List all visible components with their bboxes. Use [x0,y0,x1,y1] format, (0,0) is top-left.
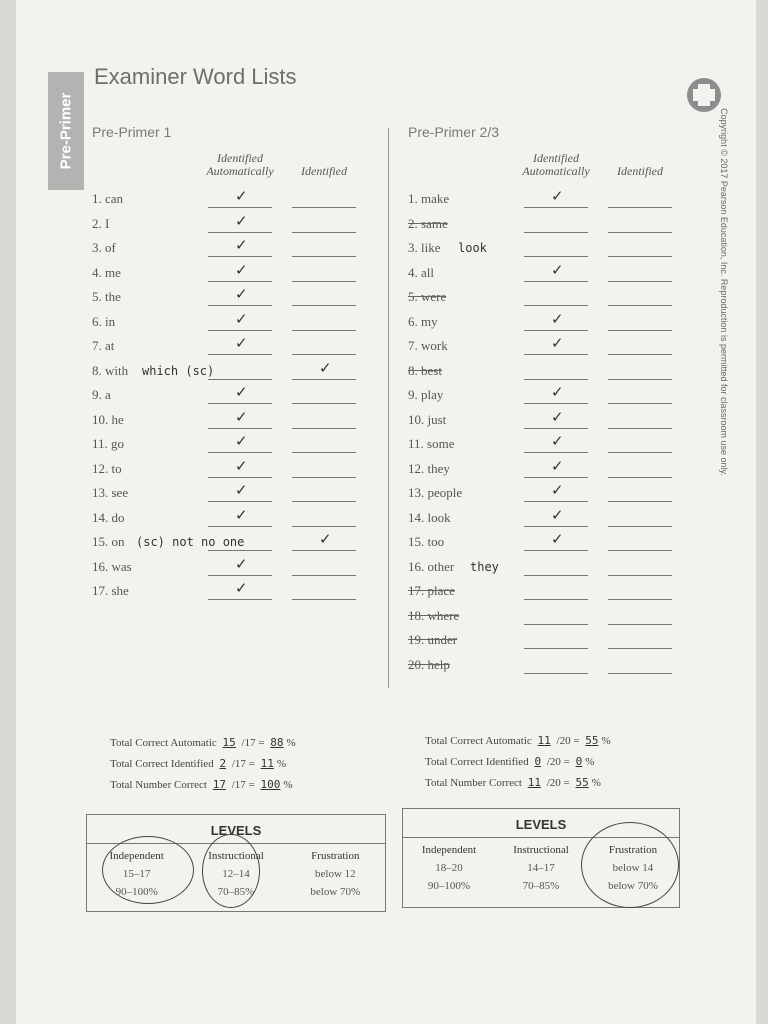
level-column [403,841,495,895]
automatic-answer-line[interactable] [208,428,272,429]
word-row [92,213,382,238]
identified-answer-line[interactable] [608,550,672,551]
word-label: 12. they [408,460,450,476]
word-row [408,632,698,654]
total-percent[interactable]: 55 [575,776,589,789]
check-mark-icon: ✓ [551,336,564,352]
word-label: 4. all [408,264,434,280]
word-label: 1. can [92,191,124,206]
total-value[interactable]: 15 [222,736,236,749]
identified-answer-line[interactable] [292,501,356,502]
levels-title: LEVELS [515,817,567,832]
word-label: 6. in [92,313,116,329]
word-label: 7. work [408,338,448,353]
automatic-answer-line[interactable] [524,526,588,527]
handwritten-note: they [470,559,499,574]
identified-answer-line[interactable] [292,305,356,306]
total-value[interactable]: 2 [219,757,227,770]
level-name: Frustration [311,850,360,862]
level-name: Frustration [608,844,658,856]
word-row [408,485,698,507]
column-title: Pre-Primer 1 [92,124,172,140]
word-row [92,338,382,360]
check-mark-icon: ✓ [319,532,332,548]
automatic-answer-line[interactable] [524,232,588,233]
check-mark-icon: ✓ [235,336,248,352]
word-row [92,485,382,507]
level-percent: below 70% [310,886,361,898]
total-value[interactable]: 0 [534,755,542,768]
total-value[interactable]: 11 [537,734,551,747]
word-label: 20. help [408,656,450,672]
level-range: 18–20 [435,862,463,874]
identified-answer-line[interactable] [292,550,356,551]
level-range: 15–17 [122,868,151,880]
word-row [92,387,382,409]
identified-answer-line[interactable] [608,477,672,478]
total-percent[interactable]: 88 [270,736,284,749]
automatic-answer-line[interactable] [524,452,588,453]
level-percent: 70–85% [522,880,560,892]
automatic-answer-line[interactable] [208,501,272,502]
check-mark-icon: ✓ [235,409,248,426]
total-label: Total Correct Automatic [425,735,535,747]
identified-answer-line[interactable] [292,575,356,576]
header-identified: Identified [301,164,347,178]
word-label: 13. see [92,485,129,500]
check-mark-icon: ✓ [235,507,248,524]
copyright-notice [716,108,732,476]
handwritten-circle [202,834,260,908]
automatic-answer-line[interactable] [524,673,588,674]
identified-answer-line[interactable] [608,648,672,649]
check-mark-icon: ✓ [319,360,332,377]
word-label: 2. I [92,215,110,231]
word-row [408,363,698,385]
automatic-answer-line[interactable] [208,477,272,478]
check-mark-icon: ✓ [551,385,564,401]
identified-answer-line[interactable] [608,501,672,502]
check-mark-icon: ✓ [551,483,564,499]
word-row [408,436,698,458]
word-label: 11. go [92,436,125,451]
total-line [425,734,611,747]
word-label: 10. he [92,411,124,427]
identified-answer-line[interactable] [608,599,672,600]
level-range: 14–17 [527,862,555,874]
word-label: 2. same [408,215,448,231]
automatic-answer-line[interactable] [524,599,588,600]
level-range: below 12 [315,868,356,880]
identified-answer-line[interactable] [292,599,356,600]
word-row [92,534,382,556]
automatic-answer-line[interactable] [208,379,272,380]
word-row [408,191,698,213]
identified-answer-line[interactable] [292,232,356,233]
identified-answer-line[interactable] [608,673,672,674]
level-percent: 90–100% [427,880,471,892]
identified-answer-line[interactable] [608,354,672,355]
word-label: 3. like [408,240,441,255]
total-line [110,778,293,791]
identified-answer-line[interactable] [608,207,672,208]
word-label: 11. some [408,436,455,451]
word-label: 9. a [92,387,111,402]
word-row [408,559,698,581]
total-value[interactable]: 11 [527,776,541,789]
total-label: Total Number Correct [110,779,210,791]
word-label: 1. make [408,191,450,206]
identified-answer-line[interactable] [608,428,672,429]
word-label: 7. at [92,338,115,353]
identified-answer-line[interactable] [608,575,672,576]
column-title: Pre-Primer 2/3 [408,124,500,140]
word-row [408,338,698,360]
word-row [92,262,382,287]
word-label: 9. play [408,387,444,402]
word-row [408,458,698,483]
identified-answer-line[interactable] [608,256,672,257]
percent-sign: % [591,777,601,789]
automatic-answer-line[interactable] [524,648,588,649]
word-row [92,458,382,483]
identified-answer-line[interactable] [292,428,356,429]
automatic-answer-line[interactable] [524,477,588,478]
word-label: 16. other [408,558,455,574]
automatic-answer-line[interactable] [524,330,588,331]
word-row [408,534,698,556]
identified-answer-line[interactable] [292,281,356,282]
automatic-answer-line[interactable] [524,403,588,404]
check-mark-icon: ✓ [551,532,564,548]
identified-answer-line[interactable] [292,256,356,257]
word-row [408,289,698,311]
automatic-answer-line[interactable] [208,354,272,355]
page-title: Examiner Word Lists [94,64,297,89]
levels-title: LEVELS [210,823,262,838]
copyright-text: Copyright © 2017 Pearson Education, Inc. Reproduction is permitted for classroom use only. [719,108,729,476]
check-mark-icon: ✓ [235,262,248,279]
automatic-answer-line[interactable] [208,232,272,233]
check-mark-icon: ✓ [551,507,564,524]
automatic-answer-line[interactable] [208,526,272,527]
percent-sign: % [601,735,611,747]
total-line [110,757,286,770]
automatic-answer-line[interactable] [524,281,588,282]
total-denominator: /20 = [553,735,583,747]
level-column [495,841,587,895]
check-mark-icon: ✓ [551,409,564,426]
word-label: 17. place [408,583,455,598]
word-row [92,240,382,262]
word-label: 5. were [408,289,447,304]
identified-answer-line[interactable] [608,403,672,404]
identified-answer-line[interactable] [608,624,672,625]
handwritten-circle [102,836,194,904]
automatic-answer-line[interactable] [524,501,588,502]
word-label: 3. of [92,240,116,255]
word-row [408,507,698,532]
column-divider [388,128,389,688]
word-row [408,583,698,605]
check-mark-icon: ✓ [551,262,564,279]
automatic-answer-line[interactable] [208,256,272,257]
word-row [408,216,698,238]
check-mark-icon: ✓ [235,483,248,499]
word-row [92,409,382,434]
check-mark-icon: ✓ [235,311,248,328]
total-denominator: /17 = [238,737,268,749]
word-label: 10. just [408,411,447,427]
total-denominator: /17 = [228,779,258,791]
automatic-answer-line[interactable] [524,428,588,429]
word-row [408,409,698,434]
word-row [408,262,698,287]
level-name: Instructional [513,844,569,856]
total-line [110,736,296,749]
automatic-answer-line[interactable] [208,452,272,453]
word-label: 19. under [408,632,458,647]
word-label: 17. she [92,583,129,598]
level-percent: 90–100% [115,886,158,898]
word-row [92,436,382,458]
word-label: 8. best [408,362,442,378]
side-tab [48,72,84,190]
automatic-answer-line[interactable] [208,575,272,576]
total-label: Total Correct Identified [425,756,532,768]
percent-sign: % [585,756,595,768]
word-row [408,387,698,409]
identified-answer-line[interactable] [292,526,356,527]
total-line [425,776,601,789]
handwritten-note: which (sc) [142,363,215,378]
automatic-answer-line[interactable] [208,599,272,600]
word-label: 15. too [408,534,445,549]
level-percent: below 70% [608,880,658,892]
automatic-answer-line[interactable] [208,305,272,306]
handwritten-circle [581,822,679,908]
check-mark-icon: ✓ [551,189,564,205]
automatic-answer-line[interactable] [524,305,588,306]
automatic-answer-line[interactable] [208,281,272,282]
level-name: Independent [109,850,164,862]
automatic-answer-line[interactable] [208,330,272,331]
automatic-answer-line[interactable] [524,575,588,576]
identified-answer-line[interactable] [292,477,356,478]
check-mark-icon: ✓ [551,434,564,450]
identified-answer-line[interactable] [292,379,356,380]
automatic-answer-line[interactable] [208,207,272,208]
check-mark-icon: ✓ [235,458,248,475]
total-denominator: /20 = [543,777,573,789]
word-row [92,191,382,213]
word-label: 16. was [92,558,132,574]
identified-answer-line[interactable] [292,354,356,355]
total-label: Total Correct Identified [110,758,217,770]
check-mark-icon: ✓ [551,311,564,328]
check-mark-icon: ✓ [235,213,248,230]
total-percent[interactable]: 100 [260,778,281,791]
word-row [408,608,698,630]
check-mark-icon: ✓ [235,189,248,205]
header-identified-automatically: Identified Automatically [206,151,274,178]
check-mark-icon: ✓ [551,458,564,475]
automatic-answer-line[interactable] [524,207,588,208]
word-row [92,556,382,581]
identified-answer-line[interactable] [608,305,672,306]
word-label: 14. look [408,509,451,525]
total-value[interactable]: 17 [212,778,226,791]
level-name: Independent [421,844,477,856]
word-row [408,240,698,262]
handwritten-note: (sc) not no one [136,535,245,549]
total-label: Total Number Correct [425,777,525,789]
word-label: 14. do [92,509,125,525]
total-percent[interactable]: 55 [585,734,599,747]
level-percent: 70–85% [217,886,255,898]
percent-sign: % [283,779,293,791]
check-mark-icon: ✓ [235,581,248,597]
word-row [92,507,382,532]
automatic-answer-line[interactable] [208,550,272,551]
side-tab-label: Pre-Primer [57,92,75,170]
total-percent[interactable]: 11 [260,757,274,770]
total-label: Total Correct Automatic [110,737,220,749]
check-mark-icon: ✓ [235,238,248,254]
word-row [408,657,698,679]
identified-answer-line[interactable] [608,526,672,527]
percent-sign: % [276,758,287,770]
total-denominator: /17 = [229,758,258,770]
total-denominator: /20 = [544,756,573,768]
automatic-answer-line[interactable] [208,403,272,404]
check-mark-icon: ✓ [235,556,248,573]
word-label: 15. on [92,534,125,549]
check-mark-icon: ✓ [235,287,248,303]
total-line [425,755,594,768]
word-label: 18. where [408,607,460,623]
worksheet-page [16,0,756,1024]
header-identified-automatically: Identified Automatically [522,151,590,178]
level-column [286,847,385,901]
word-row [92,311,382,336]
identified-answer-line[interactable] [608,232,672,233]
word-label: 4. me [92,264,121,280]
level-range: below 14 [612,862,654,874]
identified-answer-line[interactable] [608,379,672,380]
level-name: Instructional [208,850,264,862]
automatic-answer-line[interactable] [524,550,588,551]
total-percent[interactable]: 0 [575,755,583,768]
header-identified: Identified [617,164,663,178]
identified-answer-line[interactable] [608,281,672,282]
check-mark-icon: ✓ [235,434,248,450]
handwritten-note: look [458,241,487,255]
identified-answer-line[interactable] [292,452,356,453]
check-mark-icon: ✓ [235,385,248,401]
percent-sign: % [286,737,296,749]
word-row [92,289,382,311]
publisher-logo-icon [687,78,721,112]
automatic-answer-line[interactable] [524,379,588,380]
identified-answer-line[interactable] [292,403,356,404]
level-range: 12–14 [222,868,250,880]
word-row [92,583,382,605]
word-row [408,311,698,336]
word-label: 13. people [408,485,463,500]
automatic-answer-line[interactable] [524,256,588,257]
word-label: 8. with [92,362,129,378]
identified-answer-line[interactable] [292,207,356,208]
word-label: 5. the [92,289,121,304]
word-label: 6. my [408,313,438,329]
identified-answer-line[interactable] [608,452,672,453]
word-label: 12. to [92,460,122,476]
automatic-answer-line[interactable] [524,354,588,355]
automatic-answer-line[interactable] [524,624,588,625]
identified-answer-line[interactable] [292,330,356,331]
word-row [92,360,382,385]
identified-answer-line[interactable] [608,330,672,331]
